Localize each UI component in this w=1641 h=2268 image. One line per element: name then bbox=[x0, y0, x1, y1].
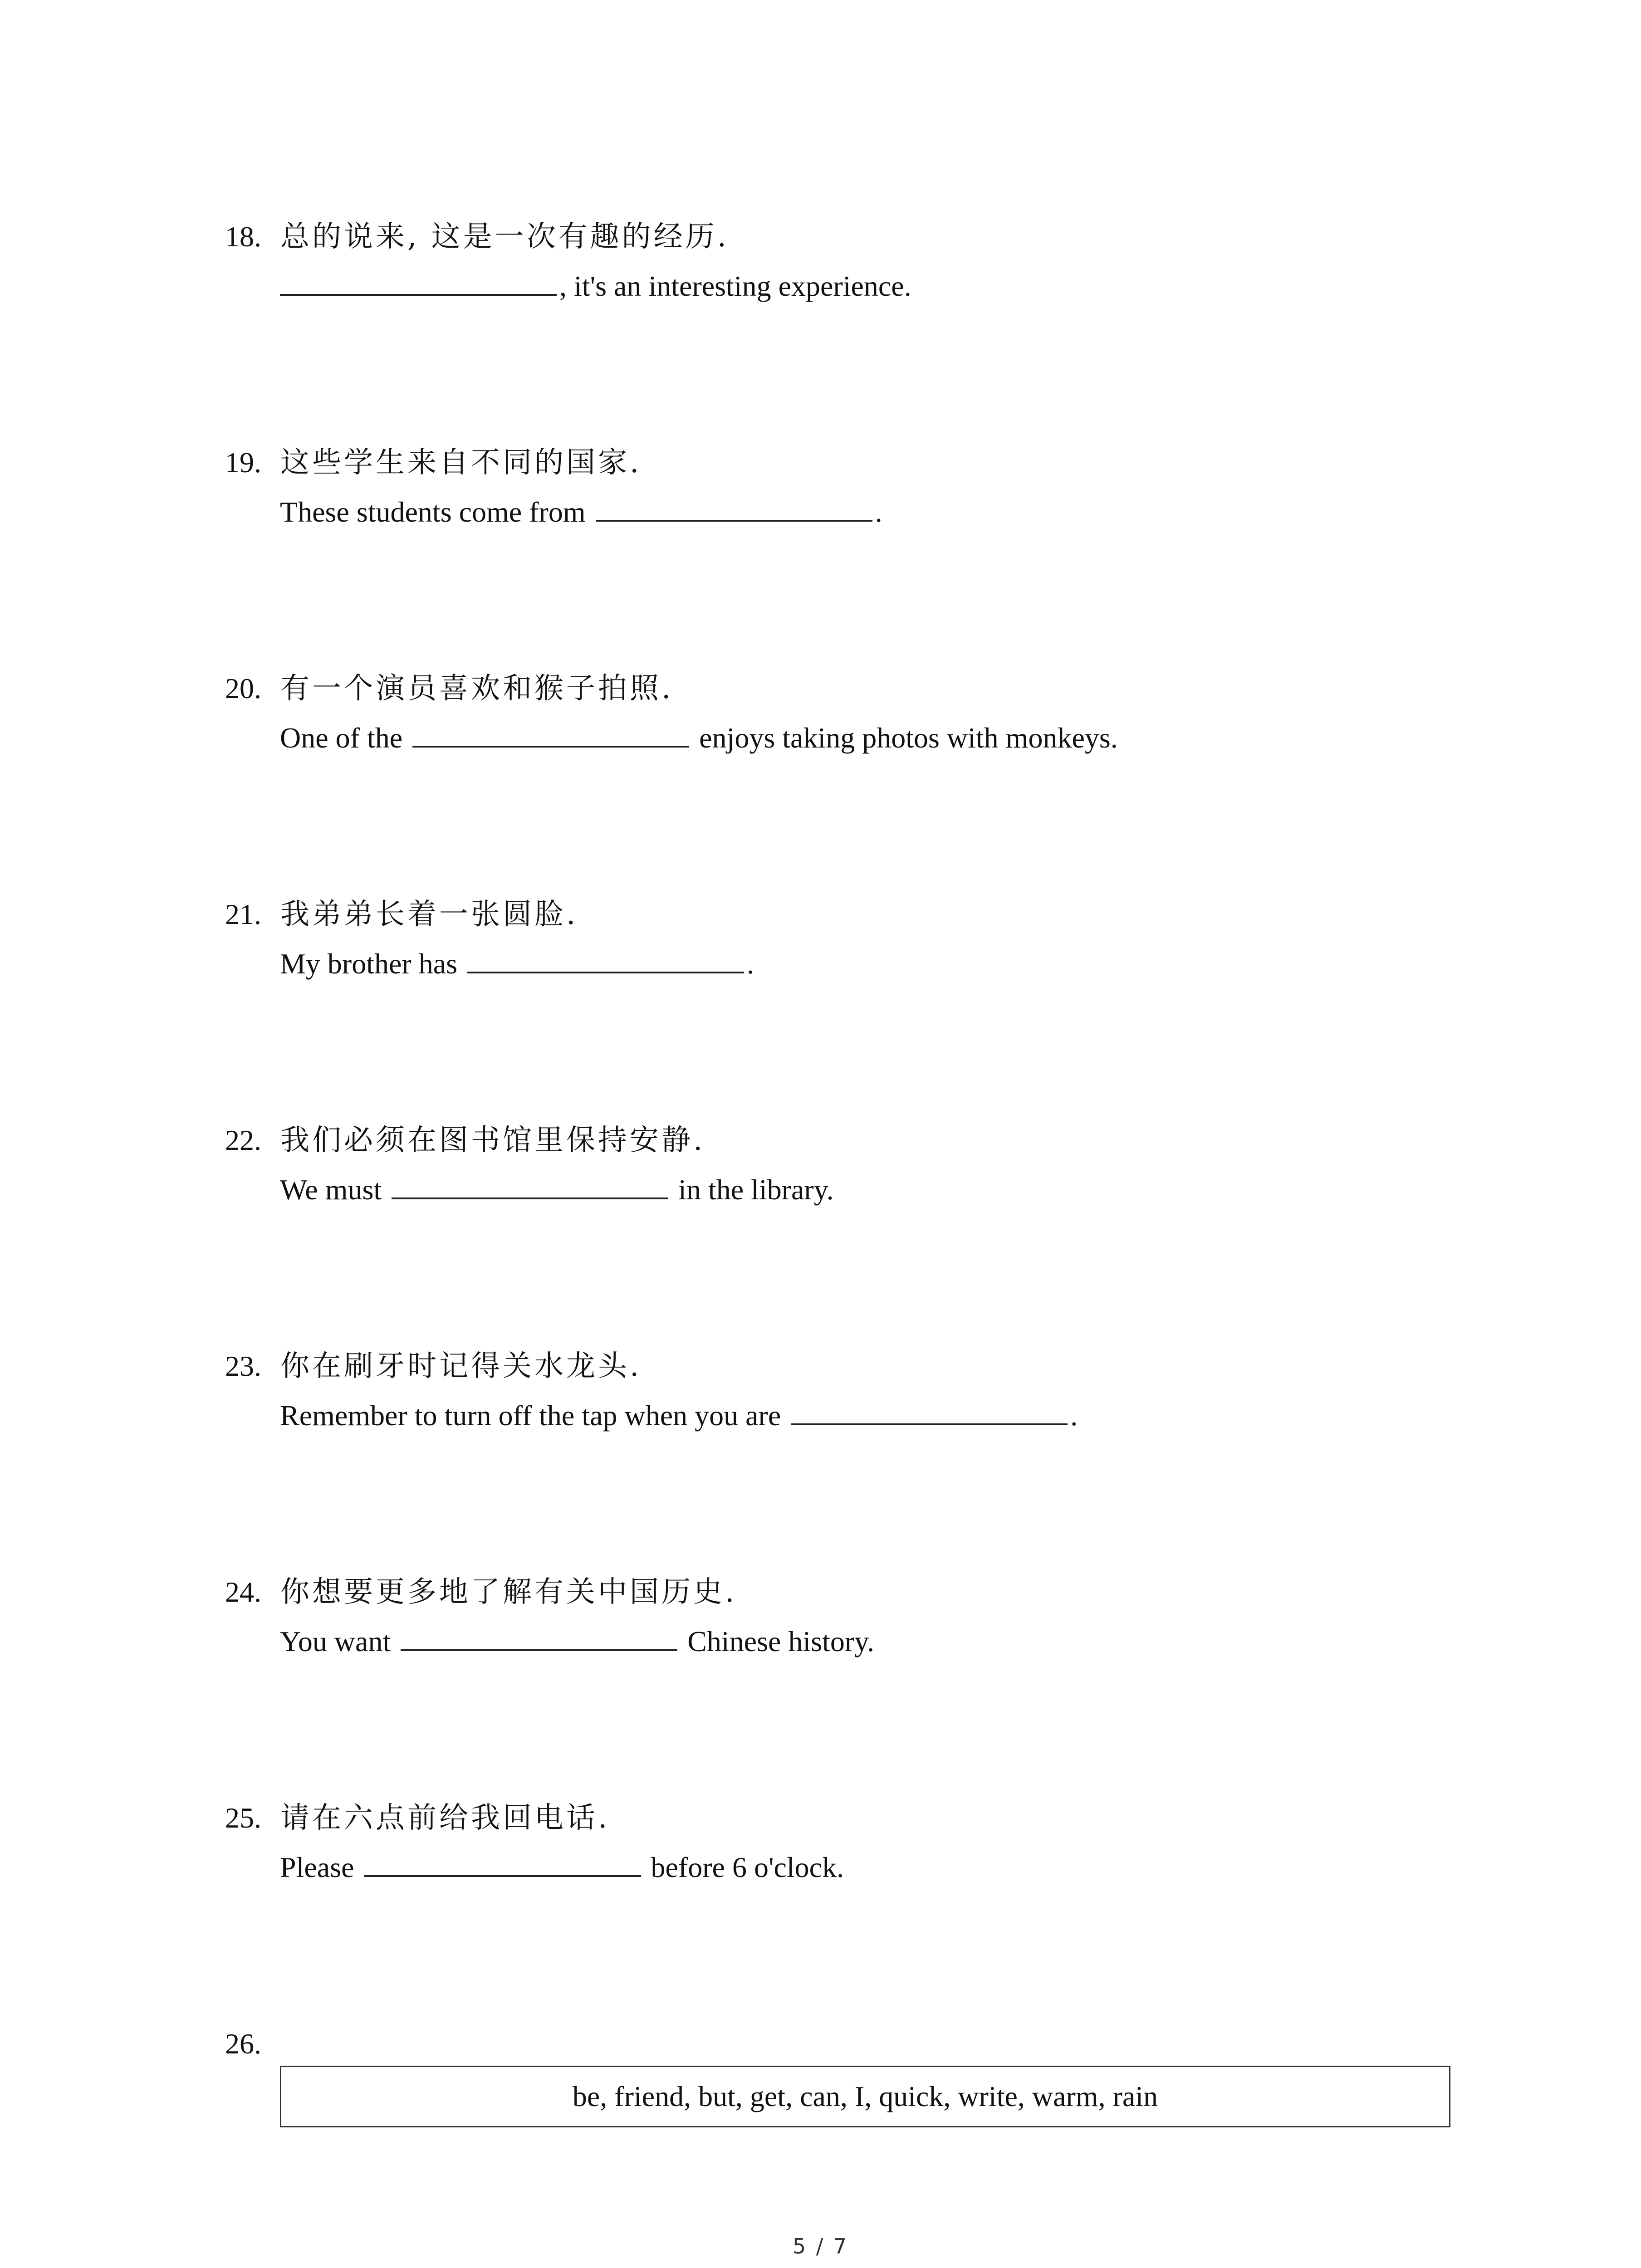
question-number: 19. bbox=[225, 446, 261, 479]
sentence-after-blank: . bbox=[747, 948, 754, 980]
sentence-before-blank: My brother has bbox=[280, 948, 465, 980]
sentence-before-blank: One of the bbox=[280, 722, 410, 754]
sentence-before-blank: You want bbox=[280, 1625, 398, 1657]
answer-blank[interactable] bbox=[467, 946, 744, 973]
question-21-answer-line bbox=[280, 946, 754, 978]
question-24-prompt bbox=[225, 1575, 737, 1609]
question-number: 25. bbox=[225, 1802, 261, 1834]
answer-blank[interactable] bbox=[280, 269, 557, 296]
sentence-before-blank: Remember to turn off the tap when you are bbox=[280, 1399, 789, 1432]
question-number: 23. bbox=[225, 1350, 261, 1382]
answer-blank[interactable] bbox=[364, 1850, 641, 1877]
question-20-prompt bbox=[225, 674, 673, 703]
sentence-after-blank: . bbox=[875, 496, 882, 528]
question-number: 22. bbox=[225, 1124, 261, 1156]
question-number: 24. bbox=[225, 1576, 261, 1608]
question-number: 26. bbox=[225, 2028, 261, 2060]
answer-blank[interactable] bbox=[596, 494, 872, 522]
question-26-number bbox=[225, 2029, 280, 2058]
sentence-before-blank: Please bbox=[280, 1851, 362, 1883]
chinese-sentence: 总的说来, 这是一次有趣的经历. bbox=[280, 220, 730, 254]
sentence-after-blank: in the library. bbox=[671, 1173, 834, 1206]
question-21-prompt bbox=[225, 900, 578, 929]
sentence-before-blank: We must bbox=[280, 1173, 389, 1206]
chinese-sentence: 我们必须在图书馆里保持安静. bbox=[280, 1124, 705, 1157]
question-25-prompt bbox=[225, 1801, 610, 1835]
question-25-answer-line bbox=[280, 1850, 844, 1882]
chinese-sentence: 我弟弟长着一张圆脸. bbox=[280, 898, 578, 931]
word-bank-list: be, friend, but, get, can, I, quick, write, warm, rain bbox=[572, 2080, 1158, 2112]
chinese-sentence: 请在六点前给我回电话. bbox=[280, 1801, 610, 1835]
sentence-after-blank: enjoys taking photos with monkeys. bbox=[692, 722, 1118, 754]
question-20-answer-line bbox=[280, 720, 1118, 753]
chinese-sentence: 你在刷牙时记得关水龙头. bbox=[280, 1349, 642, 1383]
question-18-prompt bbox=[225, 220, 730, 254]
sentence-after-blank: , it's an interesting experience. bbox=[559, 270, 911, 302]
answer-blank[interactable] bbox=[401, 1624, 677, 1651]
question-number: 18. bbox=[225, 220, 261, 253]
answer-blank[interactable] bbox=[392, 1172, 668, 1199]
answer-blank[interactable] bbox=[412, 720, 689, 748]
sentence-after-blank: before 6 o'clock. bbox=[643, 1851, 844, 1883]
sentence-before-blank: These students come from bbox=[280, 496, 593, 528]
question-19-answer-line bbox=[280, 494, 882, 527]
question-18-answer-line bbox=[280, 269, 911, 301]
page-number: 5 / 7 bbox=[792, 2234, 849, 2258]
chinese-sentence: 这些学生来自不同的国家. bbox=[280, 446, 642, 479]
word-bank-box bbox=[280, 2066, 1450, 2127]
question-23-answer-line bbox=[280, 1398, 1078, 1430]
chinese-sentence: 有一个演员喜欢和猴子拍照. bbox=[280, 672, 674, 705]
question-23-prompt bbox=[225, 1349, 642, 1383]
question-24-answer-line bbox=[280, 1624, 874, 1656]
question-number: 20. bbox=[225, 672, 261, 704]
chinese-sentence: 你想要更多地了解有关中国历史. bbox=[280, 1575, 737, 1609]
sentence-after-blank: Chinese history. bbox=[680, 1625, 875, 1657]
question-22-prompt bbox=[225, 1126, 705, 1155]
question-22-answer-line bbox=[280, 1172, 834, 1204]
sentence-after-blank: . bbox=[1070, 1399, 1078, 1432]
answer-blank[interactable] bbox=[791, 1398, 1068, 1425]
question-number: 21. bbox=[225, 898, 261, 930]
question-19-prompt bbox=[225, 448, 642, 477]
